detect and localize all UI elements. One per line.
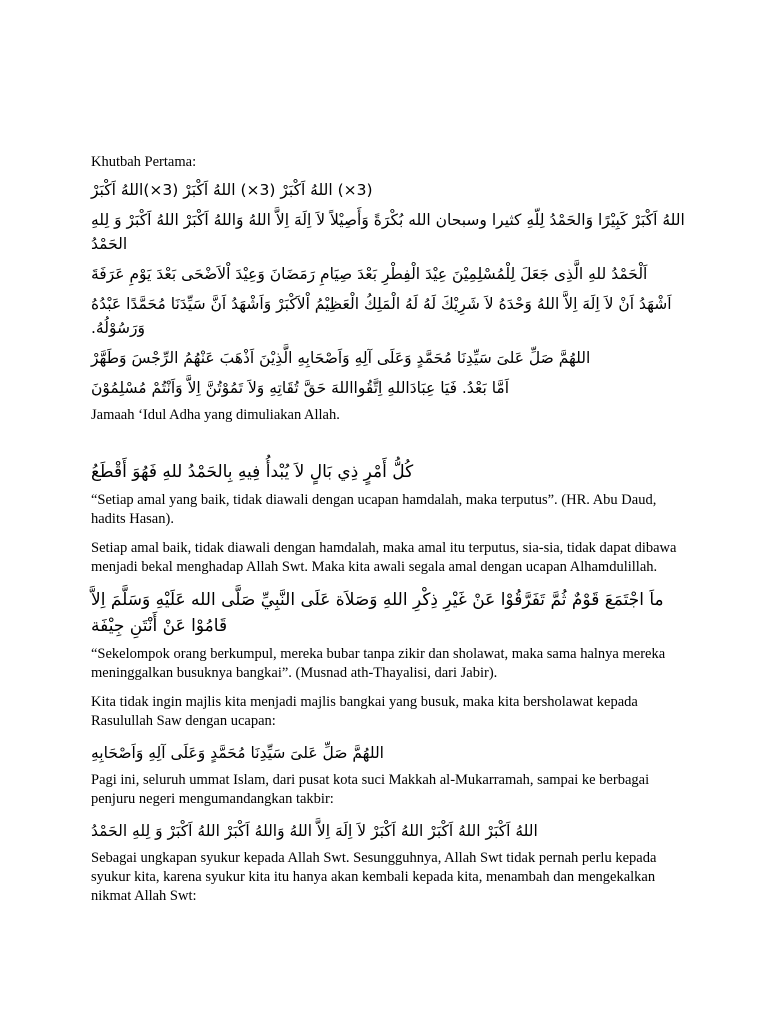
document-page — [91, 153, 689, 916]
arabic-hadith-1: كُلُّ أَمْرٍ ذِي بَالٍ لاَ يُبْدأُ فِيهِ بِالحَمْدُ للهِ فَهُوَ أَقْطَعُ — [91, 462, 414, 482]
arabic-amma-badu: اَمَّا بَعْدُ. فَيَا عِبَادَاللهِ اِتَّقُوااللهَ حَقَّ تُقَاتِهِ وَلاَ تَمُوْتُنَّ اِلاَّ وَاَنْتُمْ مُسْلِمُوْنَ — [91, 379, 510, 397]
arabic-shalawat-long: اللهُمَّ صَلِّ عَلىَ سَيِّدِنَا مُحَمَّدٍ وَعَلَى آلِهِ وَاَصْحَابِهِ الَّذِيْنَ اَذْهَبَ عَنْهُمُ الرِّجْسَ وَطَهَّرْ — [91, 349, 591, 367]
arabic-takbir-short: اللهُ اَكْبَرْ اللهُ اَكْبَرْ اللهُ اَكْبَرْ لاَ اِلَهَ اِلاَّ اللهُ وَاللهُ اَكْبَرْ اللهُ اَكْبَرْ وَ لِلهِ الحَمْدُ — [91, 822, 538, 840]
paragraph-3: Pagi ini, seluruh ummat Islam, dari pusat kota suci Makkah al-Mukarramah, sampai ke berbagai penjuru negeri mengumandangkan takbir: — [91, 772, 650, 807]
arabic-shalawat-short: اللهُمَّ صَلِّ عَلىَ سَيِّدِنَا مُحَمَّدٍ وَعَلَى آلِهِ وَاَصْحَابِهِ — [91, 744, 384, 762]
arabic-hamdalah: اَلْحَمْدُ للهِ الَّذِى جَعَلَ لِلْمُسْلِمِيْنَ عِيْدَ الْفِطْرِ بَعْدَ صِيَامِ رَمَضَانَ وَعِيْدَ اْلاَضْحَى بَعْدَ يَوْمِ عَرَفَةَ — [91, 265, 648, 283]
arabic-takbir-count: (3×) اللهُ اَكْبَرْ (3×) اللهُ اَكْبَرْ (3×)اللهُ اَكْبَرْ — [91, 181, 373, 199]
arabic-takbir-long: اللهُ اَكْبَرْ كَبِيْرًا وَالحَمْدُ لِلّهِ كثيرا وسبحان الله بُكْرَةً وَأَصِيْلاً لاَ اِلَهَ اِلاَّ اللهُ وَاللهُ اَكْبَرْ اللهُ اَكْبَرْ وَ لِلهِ الحَمْدُ — [91, 211, 685, 253]
arabic-hadith-2: ماَ اجْتَمَعَ قَوْمٌ ثُمَّ تَفَرَّقُوْا عَنْ غَيْرِ ذِكْرِ اللهِ وَصَلاَة عَلَى النَّبِيِّ صَلَّى الله عَلَيْهِ وَسَلَّمَ اِلاَّ قَامُوْا عَنْ أَنْتَنِ جِيْفَة — [91, 590, 664, 636]
paragraph-1: Setiap amal baik, tidak diawali dengan hamdalah, maka amal itu terputus, sia-sia, tidak dapat dibawa menjadi bekal menghadap Allah Swt. Maka kita awali segala amal dengan ucapan Alhamdulillah. — [91, 540, 677, 575]
paragraph-2: Kita tidak ingin majlis kita menjadi majlis bangkai yang busuk, maka kita bersholawat kepada Rasulullah Saw dengan ucapan: — [91, 694, 638, 729]
translation-2: “Sekelompok orang berkumpul, mereka bubar tanpa zikir dan sholawat, maka sama halnya mereka meninggalkan busuknya bangkai”. (Musnad ath-Thayalisi, dari Jabir). — [91, 646, 666, 681]
translation-1: “Setiap amal yang baik, tidak diawali dengan ucapan hamdalah, maka terputus”. (HR. Abu Daud, hadits Hasan). — [91, 492, 657, 527]
greeting: Jamaah ‘Idul Adha yang dimuliakan Allah. — [91, 407, 340, 423]
paragraph-4: Sebagai ungkapan syukur kepada Allah Swt. Sesungguhnya, Allah Swt tidak pernah perlu kepada syukur kita, karena syukur kita itu hanya akan kembali kepada kita, menambah dan mengekalkan nikmat Allah Swt: — [91, 850, 657, 904]
khutbah-heading: Khutbah Pertama: — [91, 154, 197, 170]
spacer — [91, 435, 689, 459]
arabic-syahadat: اَشْهَدُ اَنْ لاَ اِلَهَ اِلاَّ اللهُ وَحْدَهُ لاَ شَرِيْكَ لَهُ لَهُ الْمَلِكُ الْعَظِيْمُ اْلاَكْبَرْ وَاَشْهَدُ اَنَّ سَيِّدَنَا مُحَمَّدًا عَبْدُهُ وَرَسُوْلُهُ. — [91, 295, 672, 337]
